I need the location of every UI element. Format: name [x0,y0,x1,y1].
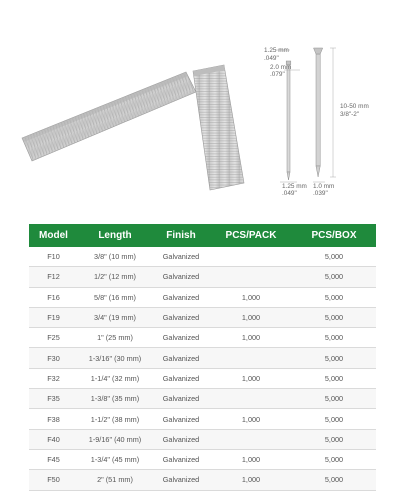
cell-box: 5,000 [292,328,376,348]
cell-box: 5,000 [292,429,376,449]
cell-model: F32 [29,368,78,388]
cell-model: F16 [29,287,78,307]
shank-width-inch-label: .049" [282,190,297,197]
cell-box: 5,000 [292,470,376,490]
cell-box: 5,000 [292,368,376,388]
cell-pack [210,267,292,287]
cell-finish: Galvanized [152,307,210,327]
cell-model: F30 [29,348,78,368]
cell-pack [210,389,292,409]
table-row [29,429,376,449]
cell-length: 1" (25 mm) [78,328,152,348]
cell-length: 1/2" (12 mm) [78,267,152,287]
cell-length: 2" (51 mm) [78,470,152,490]
cell-finish: Galvanized [152,247,210,267]
head-length-label: 2.0 mm [270,64,292,71]
length-range-label: 10-50 mm [340,103,369,110]
head-length-inch-label: .079" [270,71,285,78]
shank-depth-inch-label: .039" [313,190,328,197]
cell-finish: Galvanized [152,429,210,449]
cell-pack: 1,000 [210,328,292,348]
cell-length: 5/8" (16 mm) [78,287,152,307]
cell-box: 5,000 [292,409,376,429]
header-finish: Finish [166,230,196,241]
cell-length: 1-3/16" (30 mm) [78,348,152,368]
cell-box: 5,000 [292,449,376,469]
cell-finish: Galvanized [152,449,210,469]
table-row [29,328,376,348]
table-row [29,389,376,409]
cell-finish: Galvanized [152,287,210,307]
cell-pack [210,348,292,368]
head-width-inch-label: .049" [264,55,279,62]
cell-length: 3/8" (10 mm) [78,247,152,267]
table-row [29,247,376,267]
cell-finish: Galvanized [152,368,210,388]
nail-strip-angled [22,72,196,161]
cell-finish: Galvanized [152,470,210,490]
cell-length: 1-9/16" (40 mm) [78,429,152,449]
cell-box: 5,000 [292,267,376,287]
cell-model: F35 [29,389,78,409]
table-row [29,470,376,490]
table-row [29,348,376,368]
table-row [29,449,376,469]
nail-strip-upright [193,65,244,190]
cell-pack [210,247,292,267]
product-illustration [0,0,400,215]
cell-model: F19 [29,307,78,327]
cell-length: 1-3/4" (45 mm) [78,449,152,469]
cell-box: 5,000 [292,307,376,327]
cell-model: F45 [29,449,78,469]
cell-pack: 1,000 [210,409,292,429]
cell-pack: 1,000 [210,287,292,307]
cell-box: 5,000 [292,389,376,409]
table-row [29,267,376,287]
cell-length: 1-1/2" (38 mm) [78,409,152,429]
cell-pack [210,429,292,449]
cell-box: 5,000 [292,287,376,307]
length-range-inch-label: 3/8"-2" [340,111,360,118]
cell-box: 5,000 [292,247,376,267]
cell-model: F40 [29,429,78,449]
table-row [29,409,376,429]
cell-model: F25 [29,328,78,348]
cell-length: 1-3/8" (35 mm) [78,389,152,409]
table-header-row [29,224,376,247]
cell-finish: Galvanized [152,409,210,429]
shank-width-label: 1.25 mm [282,183,307,190]
cell-pack: 1,000 [210,307,292,327]
table-row [29,307,376,327]
header-model: Model [39,230,68,241]
header-length: Length [98,230,132,241]
cell-box: 5,000 [292,348,376,368]
cell-model: F12 [29,267,78,287]
table-row [29,368,376,388]
cell-finish: Galvanized [152,348,210,368]
cell-finish: Galvanized [152,389,210,409]
header-pcs-pack: PCS/PACK [225,230,277,241]
cell-model: F10 [29,247,78,267]
shank-depth-label: 1.0 mm [313,183,335,190]
cell-pack: 1,000 [210,449,292,469]
cell-length: 3/4" (19 mm) [78,307,152,327]
cell-finish: Galvanized [152,328,210,348]
spec-table [29,224,376,491]
header-pcs-box: PCS/BOX [311,230,357,241]
nail-front-view [313,48,336,182]
cell-pack: 1,000 [210,470,292,490]
head-width-label: 1.25 mm [264,47,289,54]
table-row [29,287,376,307]
cell-finish: Galvanized [152,267,210,287]
cell-model: F50 [29,470,78,490]
cell-length: 1-1/4" (32 mm) [78,368,152,388]
cell-pack: 1,000 [210,368,292,388]
cell-model: F38 [29,409,78,429]
